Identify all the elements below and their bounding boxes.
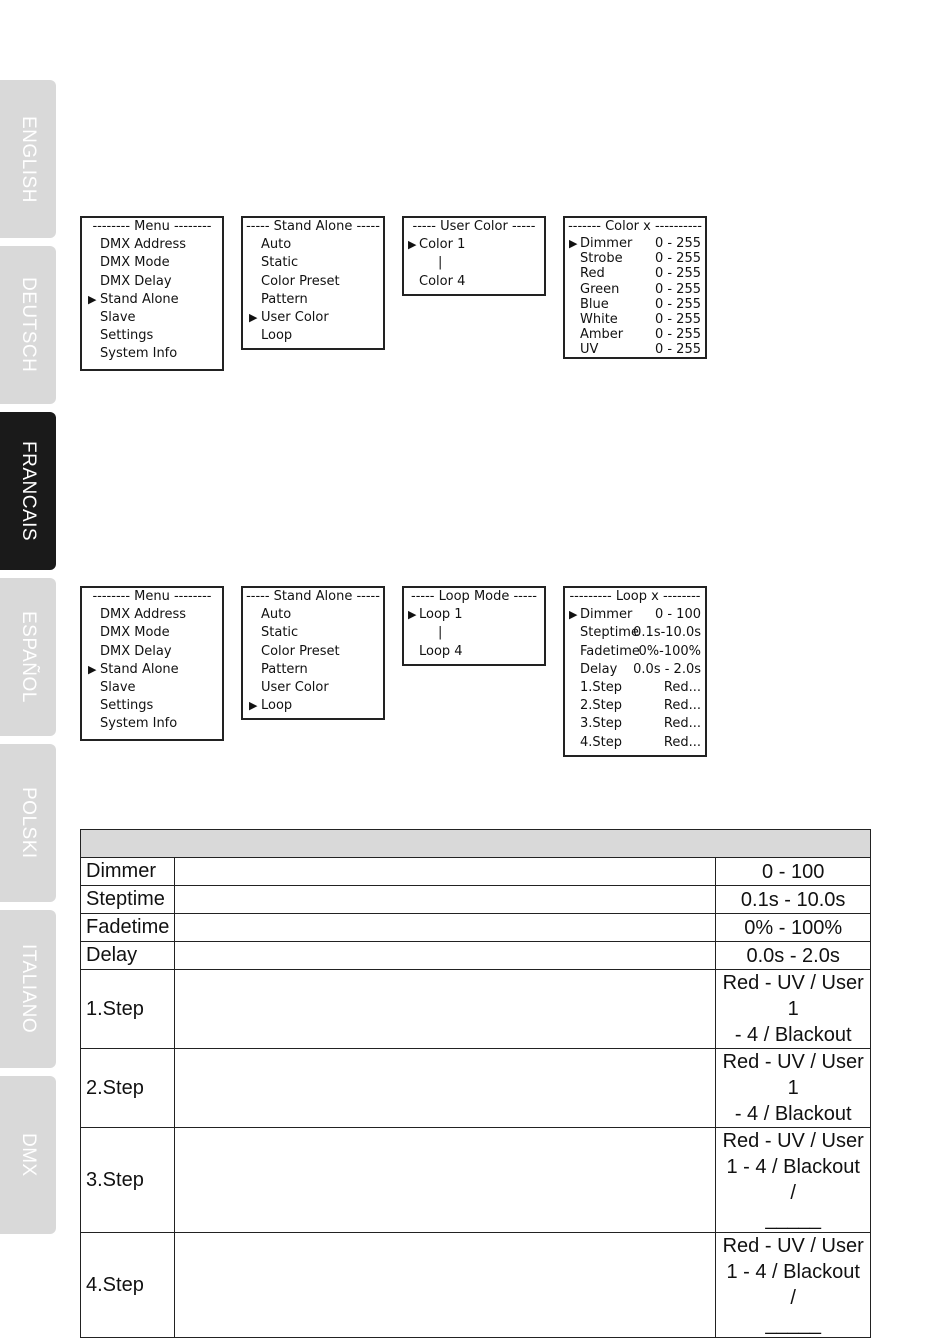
menu-item[interactable] bbox=[82, 697, 222, 715]
param-row[interactable] bbox=[565, 266, 705, 281]
param-value: 0 - 255 bbox=[654, 327, 701, 343]
menu-item[interactable] bbox=[82, 254, 222, 272]
selection-arrow-icon: ▶ bbox=[408, 238, 417, 252]
menu-item[interactable] bbox=[243, 624, 383, 642]
param-row[interactable] bbox=[565, 251, 705, 266]
param-label: Green bbox=[580, 281, 620, 297]
tab-italiano[interactable] bbox=[0, 910, 56, 1068]
param-row[interactable] bbox=[565, 342, 705, 357]
menu-item[interactable] bbox=[82, 643, 222, 661]
menu-item[interactable] bbox=[243, 327, 383, 345]
selection-arrow-icon: ▶ bbox=[408, 608, 417, 622]
menu-item-label: Stand Alone bbox=[100, 661, 179, 677]
table-header-row bbox=[81, 830, 871, 858]
param-row[interactable] bbox=[565, 697, 705, 715]
param-row[interactable] bbox=[565, 282, 705, 297]
table-header-cell bbox=[81, 830, 871, 858]
param-value: Red... bbox=[663, 716, 701, 732]
menu-item-selected[interactable] bbox=[243, 309, 383, 327]
param-description-cell bbox=[175, 970, 716, 1049]
menu-item-label: DMX Mode bbox=[100, 625, 170, 641]
table-row bbox=[81, 970, 871, 1049]
param-value: 0 - 255 bbox=[654, 251, 701, 267]
menu-item[interactable] bbox=[243, 679, 383, 697]
param-row[interactable] bbox=[565, 297, 705, 312]
menu-item[interactable] bbox=[82, 715, 222, 733]
range-line: Red - UV / User 1 bbox=[722, 972, 864, 1020]
menu-item-label: System Info bbox=[100, 346, 178, 362]
param-value: 0%-100% bbox=[638, 643, 701, 659]
menu-item-label: Loop 4 bbox=[419, 643, 463, 659]
menu-item[interactable] bbox=[82, 273, 222, 291]
param-value: 0 - 100 bbox=[654, 607, 701, 623]
selection-arrow-icon: ▶ bbox=[569, 608, 578, 622]
menu-item-label: Loop bbox=[261, 328, 293, 344]
param-range-cell bbox=[716, 1233, 871, 1338]
menu-header: ----- Stand Alone ----- bbox=[246, 219, 380, 234]
table-row bbox=[81, 1128, 871, 1233]
loop-parameter-table bbox=[80, 829, 871, 1338]
menu-header: ----- Stand Alone ----- bbox=[246, 589, 380, 604]
stand-alone-box bbox=[241, 216, 385, 350]
menu-item-label: Color 4 bbox=[419, 273, 466, 289]
param-row[interactable] bbox=[565, 327, 705, 342]
menu-item[interactable] bbox=[82, 327, 222, 345]
param-name-cell: Fadetime bbox=[81, 914, 175, 942]
tab-label: ITALIANO bbox=[18, 944, 39, 1034]
menu-header: ----- User Color ----- bbox=[412, 219, 536, 234]
menu-item-label: DMX Address bbox=[100, 237, 187, 253]
param-description-cell bbox=[175, 886, 716, 914]
param-label: White bbox=[580, 311, 618, 327]
menu-header: -------- Menu -------- bbox=[92, 219, 212, 234]
param-value: 0.0s - 2.0s bbox=[633, 661, 701, 677]
param-value: 0 - 255 bbox=[654, 266, 701, 282]
param-range-cell: 0 - 100 bbox=[716, 858, 871, 886]
param-value: 0 - 255 bbox=[654, 342, 701, 358]
menu-item-label: Settings bbox=[100, 698, 154, 714]
param-name-cell: 1.Step bbox=[81, 970, 175, 1049]
stand-alone-box bbox=[241, 586, 385, 720]
menu-item[interactable] bbox=[243, 606, 383, 624]
param-label: Fadetime bbox=[580, 643, 640, 659]
param-row[interactable] bbox=[565, 679, 705, 697]
menu-item-label: User Color bbox=[261, 679, 329, 695]
param-label: Steptime bbox=[580, 625, 639, 641]
range-line: 1 - 4 / Blackout / bbox=[726, 1261, 860, 1309]
param-name-cell: 4.Step bbox=[81, 1233, 175, 1338]
table-row bbox=[81, 1233, 871, 1338]
tab-label: DEUTSCH bbox=[18, 277, 39, 373]
menu-item-selected[interactable] bbox=[404, 236, 544, 254]
menu-item-label: Slave bbox=[100, 309, 136, 325]
param-name-cell: 3.Step bbox=[81, 1128, 175, 1233]
menu-item-label: Color 1 bbox=[419, 237, 466, 253]
menu-header: ----- Loop Mode ----- bbox=[411, 589, 537, 604]
param-value: 0.1s-10.0s bbox=[633, 625, 701, 641]
param-label: 2.Step bbox=[580, 698, 623, 714]
param-name-cell: Delay bbox=[81, 942, 175, 970]
param-row[interactable] bbox=[565, 715, 705, 733]
tab-label: ENGLISH bbox=[18, 115, 39, 203]
menu-item[interactable] bbox=[404, 643, 544, 661]
param-range-cell: 0% - 100% bbox=[716, 914, 871, 942]
param-label: Red bbox=[580, 266, 605, 282]
param-name-cell: 2.Step bbox=[81, 1049, 175, 1128]
param-value: Red... bbox=[663, 698, 701, 714]
param-name-cell: Dimmer bbox=[81, 858, 175, 886]
menu-item[interactable] bbox=[243, 236, 383, 254]
loop-x-box bbox=[563, 586, 707, 757]
color-x-box bbox=[563, 216, 707, 359]
separator-glyph: | bbox=[438, 625, 443, 641]
main-menu-box bbox=[80, 586, 224, 741]
menu-item[interactable] bbox=[82, 236, 222, 254]
main-menu-box bbox=[80, 216, 224, 371]
table-row bbox=[81, 942, 871, 970]
param-row[interactable] bbox=[565, 312, 705, 327]
param-row[interactable] bbox=[565, 643, 705, 661]
menu-item[interactable] bbox=[243, 661, 383, 679]
param-label: Delay bbox=[580, 661, 618, 677]
range-line: 1 - 4 / Blackout / bbox=[726, 1156, 860, 1204]
param-description-cell bbox=[175, 1233, 716, 1338]
param-value: 0 - 255 bbox=[654, 281, 701, 297]
range-separator bbox=[404, 624, 544, 642]
separator-glyph: | bbox=[438, 255, 443, 271]
param-description-cell bbox=[175, 942, 716, 970]
menu-item-label: Pattern bbox=[261, 661, 308, 677]
param-label: 1.Step bbox=[580, 679, 623, 695]
param-description-cell bbox=[175, 1128, 716, 1233]
tab-english[interactable] bbox=[0, 80, 56, 238]
menu-item-label: Settings bbox=[100, 328, 154, 344]
table-row bbox=[81, 914, 871, 942]
range-line: - 4 / Blackout bbox=[734, 1103, 852, 1125]
tab-label: FRANCAIS bbox=[18, 440, 39, 542]
param-name-cell: Steptime bbox=[81, 886, 175, 914]
menu-item[interactable] bbox=[82, 624, 222, 642]
menu-header: --------- Loop x -------- bbox=[569, 589, 701, 604]
menu-item-label: System Info bbox=[100, 716, 178, 732]
menu-item-label: Pattern bbox=[261, 291, 308, 307]
param-row-selected[interactable] bbox=[565, 236, 705, 251]
tab-deutsch[interactable] bbox=[0, 246, 56, 404]
range-line: Red - UV / User 1 bbox=[722, 1051, 864, 1099]
tab-label: DMX bbox=[18, 1133, 39, 1177]
menu-item-label: Color Preset bbox=[261, 273, 340, 289]
menu-item-label: DMX Mode bbox=[100, 255, 170, 271]
menu-item[interactable] bbox=[82, 309, 222, 327]
param-label: Dimmer bbox=[580, 236, 633, 251]
param-row[interactable] bbox=[565, 661, 705, 679]
param-label: 4.Step bbox=[580, 734, 623, 750]
menu-item[interactable] bbox=[243, 254, 383, 272]
menu-item-label: Color Preset bbox=[261, 643, 340, 659]
menu-item-label: DMX Address bbox=[100, 607, 187, 623]
selection-arrow-icon: ▶ bbox=[88, 292, 97, 306]
menu-item-label: Static bbox=[261, 255, 299, 271]
selection-arrow-icon: ▶ bbox=[569, 237, 578, 250]
param-row[interactable] bbox=[565, 734, 705, 752]
tab-francais[interactable] bbox=[0, 412, 56, 570]
menu-item-label: Static bbox=[261, 625, 299, 641]
menu-item-selected[interactable] bbox=[243, 697, 383, 715]
param-description-cell bbox=[175, 914, 716, 942]
param-value: 0 - 255 bbox=[654, 296, 701, 312]
menu-item-label: Slave bbox=[100, 679, 136, 695]
param-range-cell bbox=[716, 1128, 871, 1233]
tab-espanol[interactable] bbox=[0, 578, 56, 736]
selection-arrow-icon: ▶ bbox=[88, 662, 97, 676]
param-range-cell: 0.0s - 2.0s bbox=[716, 942, 871, 970]
menu-item[interactable] bbox=[243, 291, 383, 309]
menu-item-label: Loop bbox=[261, 698, 293, 714]
range-line: _____ bbox=[765, 1208, 821, 1230]
menu-item[interactable] bbox=[243, 273, 383, 291]
menu-item-label: Auto bbox=[261, 237, 292, 253]
param-value: Red... bbox=[663, 734, 701, 750]
menu-item[interactable] bbox=[82, 345, 222, 363]
tab-label: ESPAÑOL bbox=[18, 611, 39, 703]
menu-item-selected[interactable] bbox=[82, 661, 222, 679]
table-row bbox=[81, 858, 871, 886]
param-range-cell: 0.1s - 10.0s bbox=[716, 886, 871, 914]
range-line: Red - UV / User bbox=[722, 1235, 864, 1257]
menu-item-selected[interactable] bbox=[404, 606, 544, 624]
param-label: UV bbox=[580, 342, 599, 358]
loop-mode-box bbox=[402, 586, 546, 666]
menu-item-label: Loop 1 bbox=[419, 607, 463, 623]
param-description-cell bbox=[175, 1049, 716, 1128]
param-row-selected[interactable] bbox=[565, 606, 705, 624]
range-line: _____ bbox=[765, 1313, 821, 1335]
menu-header: ------- Color x ---------- bbox=[568, 219, 702, 234]
range-line: Red - UV / User bbox=[722, 1130, 864, 1152]
menu-item-label: Stand Alone bbox=[100, 291, 179, 307]
param-range-cell bbox=[716, 1049, 871, 1128]
param-label: Strobe bbox=[580, 251, 623, 267]
param-label: 3.Step bbox=[580, 716, 623, 732]
param-description-cell bbox=[175, 858, 716, 886]
param-label: Dimmer bbox=[580, 607, 633, 623]
param-value: 0 - 255 bbox=[654, 311, 701, 327]
menu-item-label: DMX Delay bbox=[100, 273, 172, 289]
range-separator bbox=[404, 254, 544, 272]
menu-item[interactable] bbox=[82, 606, 222, 624]
menu-item-label: Auto bbox=[261, 607, 292, 623]
menu-header: -------- Menu -------- bbox=[92, 589, 212, 604]
menu-item[interactable] bbox=[243, 643, 383, 661]
param-row[interactable] bbox=[565, 624, 705, 642]
menu-item[interactable] bbox=[404, 273, 544, 291]
menu-item[interactable] bbox=[82, 679, 222, 697]
menu-item-label: User Color bbox=[261, 309, 329, 325]
param-label: Amber bbox=[580, 327, 624, 343]
param-value: Red... bbox=[663, 679, 701, 695]
table-row bbox=[81, 1049, 871, 1128]
menu-item-label: DMX Delay bbox=[100, 643, 172, 659]
selection-arrow-icon: ▶ bbox=[249, 310, 258, 324]
table-row bbox=[81, 886, 871, 914]
tab-label: POLSKI bbox=[18, 787, 39, 859]
tab-polski[interactable] bbox=[0, 744, 56, 902]
param-label: Blue bbox=[580, 296, 609, 312]
param-range-cell bbox=[716, 970, 871, 1049]
tab-dmx[interactable] bbox=[0, 1076, 56, 1234]
param-value: 0 - 255 bbox=[654, 236, 701, 251]
user-color-box bbox=[402, 216, 546, 296]
selection-arrow-icon: ▶ bbox=[249, 699, 258, 713]
range-line: - 4 / Blackout bbox=[734, 1024, 852, 1046]
menu-item-selected[interactable] bbox=[82, 291, 222, 309]
